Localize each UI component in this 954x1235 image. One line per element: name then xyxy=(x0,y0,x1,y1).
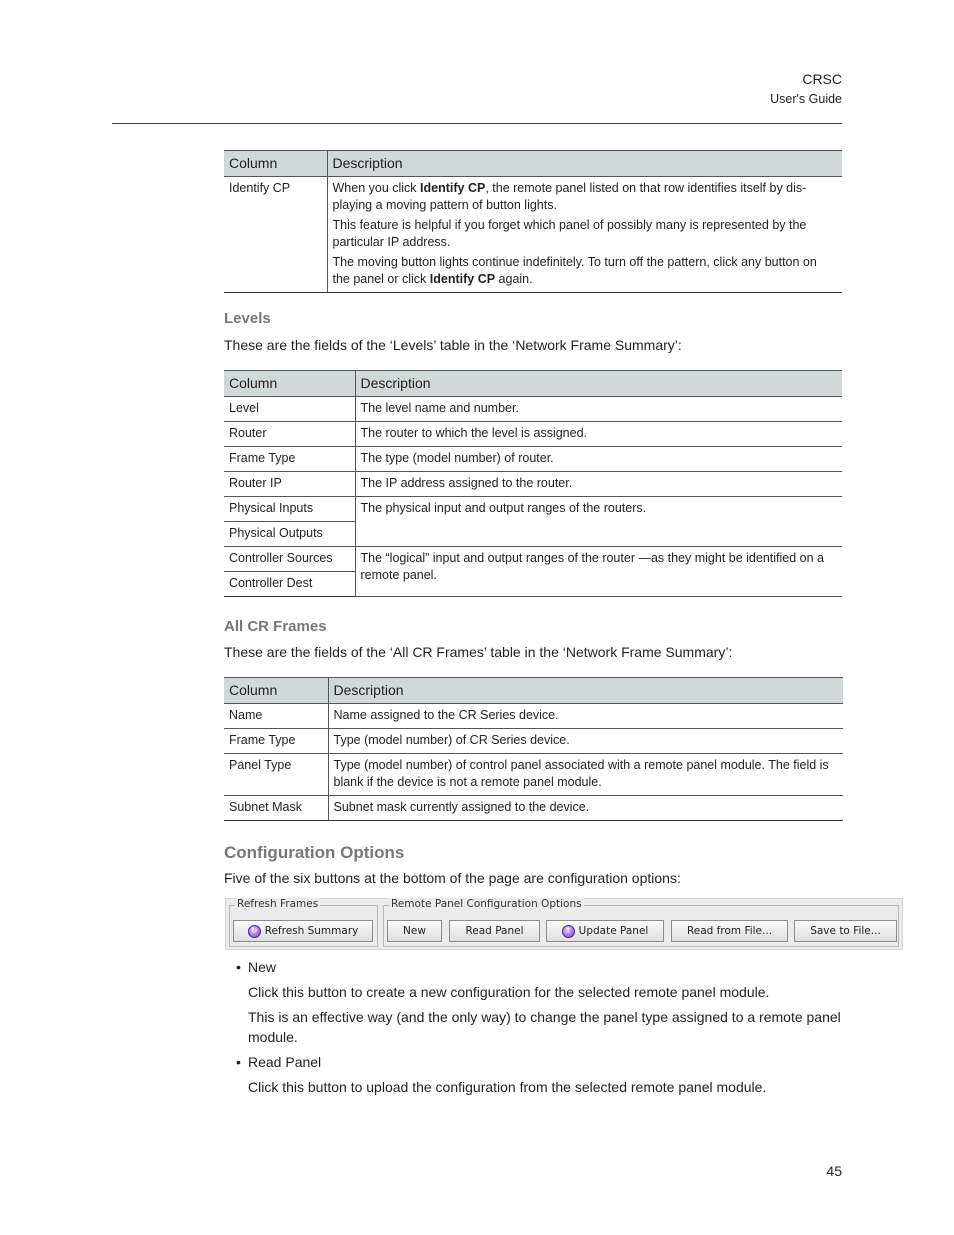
table-row xyxy=(224,422,842,447)
table-cell-column: Name xyxy=(224,704,328,729)
levels-table xyxy=(224,370,842,597)
table-cell-description: The router to which the level is assigned. xyxy=(355,422,842,447)
table-cell-description: When you click Identify CP, the remote panel listed on that row identifies itself by dis- playing a moving pattern of button lights. This feature is helpful if you forget which panel of possibly many is represented by the particular IP address. The moving button lights continue indefinitely. To turn off the pattern, click any button on the panel or click Identify CP again. xyxy=(327,177,842,293)
table-header-description: Description xyxy=(327,151,842,177)
table-cell-description: The type (model number) of router. xyxy=(355,447,842,472)
table-cell-column: Identify CP xyxy=(224,177,327,293)
page-number: 45 xyxy=(826,1163,842,1179)
table-cell-description: The “logical” input and output ranges of the router —as they might be identified on a remote panel. xyxy=(355,547,842,597)
all-cr-frames-table xyxy=(224,677,843,821)
table-cell-column: Physical Outputs xyxy=(224,522,355,547)
table-row xyxy=(224,397,842,422)
read-from-file-button[interactable]: Read from File... xyxy=(671,920,788,942)
table-cell-column: Router IP xyxy=(224,472,355,497)
remote-panel-config-group xyxy=(383,898,899,947)
bullet-title-new: New xyxy=(248,959,277,975)
header-rule xyxy=(112,123,842,124)
button-strip-screenshot xyxy=(225,898,903,950)
table-row xyxy=(224,796,843,821)
table-header-description: Description xyxy=(328,678,843,704)
bullet-text: Click this button to create a new configuration for the selected remote panel module. xyxy=(248,984,770,1000)
table-cell-column: Subnet Mask xyxy=(224,796,328,821)
configuration-options-intro: Five of the six buttons at the bottom of the page are configuration options: xyxy=(224,870,681,886)
table-cell-description: The level name and number. xyxy=(355,397,842,422)
table-row xyxy=(224,177,842,293)
new-button[interactable]: New xyxy=(387,920,442,942)
table-cell-description: The physical input and output ranges of the routers. xyxy=(355,497,842,547)
refresh-frames-group xyxy=(229,898,378,947)
table-header-description: Description xyxy=(355,371,842,397)
table-header-column: Column xyxy=(224,151,327,177)
identify-cp-table xyxy=(224,150,842,293)
table-cell-column: Level xyxy=(224,397,355,422)
table-header-column: Column xyxy=(224,678,328,704)
read-panel-button[interactable]: Read Panel xyxy=(449,920,540,942)
table-cell-column: Controller Dest xyxy=(224,572,355,597)
table-header-column: Column xyxy=(224,371,355,397)
bullet-marker: • xyxy=(236,1054,241,1070)
table-cell-description: Name assigned to the CR Series device. xyxy=(328,704,843,729)
table-cell-description: The IP address assigned to the router. xyxy=(355,472,842,497)
table-cell-column: Router xyxy=(224,422,355,447)
refresh-summary-button[interactable]: ↻ Refresh Summary xyxy=(233,920,373,942)
table-row xyxy=(224,497,842,522)
table-row xyxy=(224,704,843,729)
running-header-title: CRSC xyxy=(802,71,842,87)
bullet-text: This is an effective way (and the only way) to change the panel type assigned to a remote panel module. xyxy=(248,1009,841,1045)
bullet-text: Click this button to upload the configuration from the selected remote panel module. xyxy=(248,1079,767,1095)
all-cr-frames-heading: All CR Frames xyxy=(224,618,327,635)
running-header-subtitle: User's Guide xyxy=(770,92,842,106)
table-cell-column: Physical Inputs xyxy=(224,497,355,522)
table-row xyxy=(224,447,842,472)
table-cell-column: Frame Type xyxy=(224,729,328,754)
table-row xyxy=(224,547,842,572)
all-cr-frames-intro: These are the fields of the ‘All CR Frames’ table in the ‘Network Frame Summary’: xyxy=(224,644,733,660)
table-cell-column: Frame Type xyxy=(224,447,355,472)
refresh-frames-label: Refresh Frames xyxy=(237,898,319,910)
levels-intro: These are the fields of the ‘Levels’ table in the ‘Network Frame Summary’: xyxy=(224,337,682,353)
table-cell-column: Controller Sources xyxy=(224,547,355,572)
refresh-icon: ↻ xyxy=(248,925,261,938)
save-to-file-button[interactable]: Save to File... xyxy=(794,920,897,942)
bullet-title-read-panel: Read Panel xyxy=(248,1054,322,1070)
update-icon: ↑ xyxy=(562,925,575,938)
table-row xyxy=(224,754,843,796)
table-cell-description: Type (model number) of CR Series device. xyxy=(328,729,843,754)
table-cell-description: Type (model number) of control panel associated with a remote panel module. The field is blank if the device is not a remote panel module. xyxy=(328,754,843,796)
table-row xyxy=(224,729,843,754)
bullet-marker: • xyxy=(236,959,241,975)
table-cell-column: Panel Type xyxy=(224,754,328,796)
configuration-options-heading: Configuration Options xyxy=(224,843,405,862)
remote-panel-config-label: Remote Panel Configuration Options xyxy=(391,898,582,910)
table-cell-description: Subnet mask currently assigned to the device. xyxy=(328,796,843,821)
levels-heading: Levels xyxy=(224,310,271,327)
table-row xyxy=(224,472,842,497)
update-panel-button[interactable]: ↑ Update Panel xyxy=(546,920,664,942)
